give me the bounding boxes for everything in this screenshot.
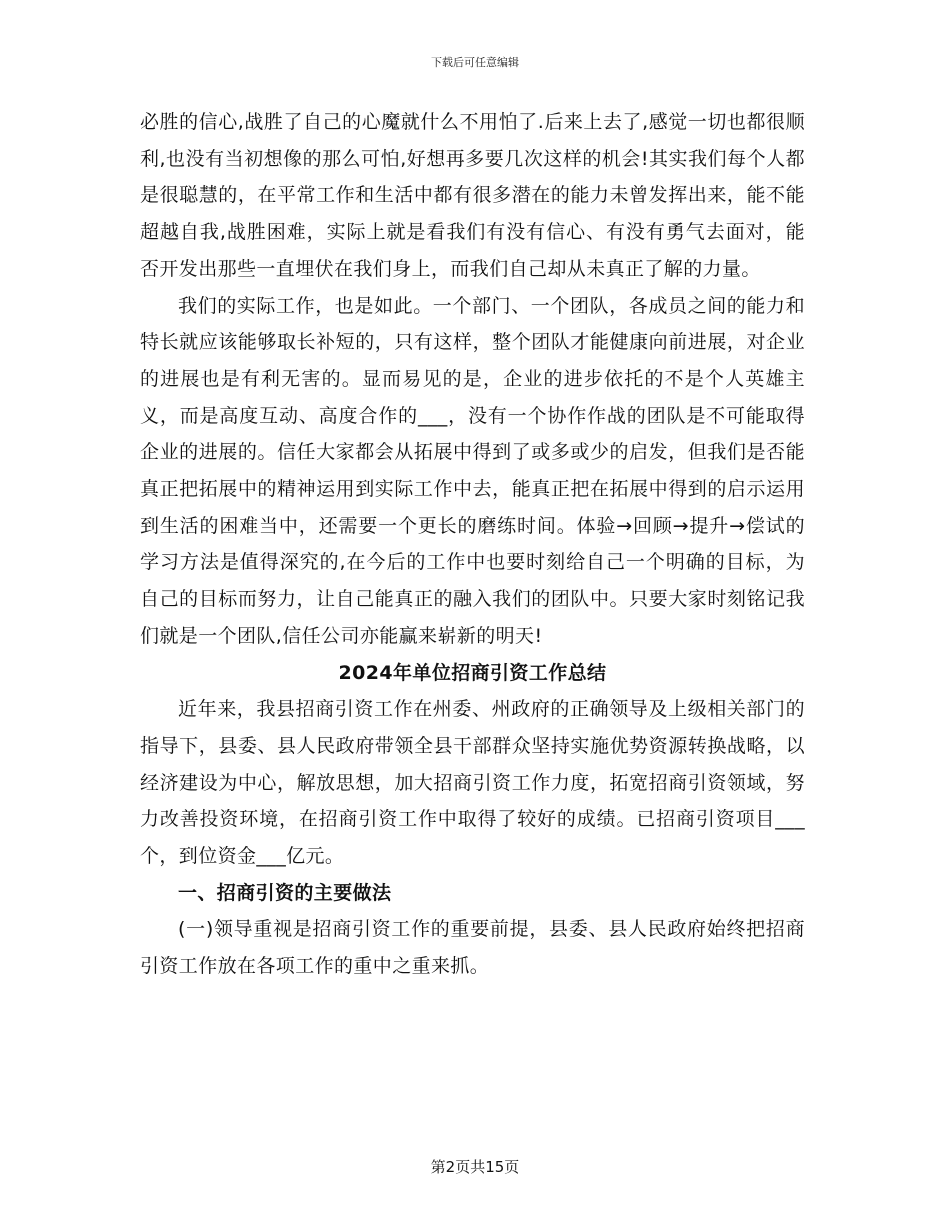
paragraph-continuation: 必胜的信心,战胜了自己的心魔就什么不用怕了.后来上去了,感觉一切也都很顺利,也没有当初想像的那么可怕,好想再多要几次这样的机会!其实我们每个人都是很聪慧的，在平常工作和生活中都有很多潜在的能力未曾发挥出来，能不能超越自我,战胜困难，实际上就是看我们有没有信心、有没有勇气去面对，能否开发出那些一直埋伏在我们身上，而我们自己却从未真正了解的力量。 [140,111,805,280]
page-footer: 第2页共15页 [430,1158,520,1176]
paragraph-teamwork: 我们的实际工作，也是如此。一个部门、一个团队，各成员之间的能力和特长就应该能够取长补短的，只有这样，整个团队才能健康向前进展，对企业的进展也是有利无害的。显而易见的是，企业的进步依托的不是个人英雄主义，而是高度互动、高度合作的___，没有一个协作作战的团队是不可能取得企业的进展的。信任大家都会从拓展中得到了或多或少的启发，但我们是否能真正把拓展中的精神运用到实际工作中去，能真正把在拓展中得到的启示运用到生活的困难当中，还需要一个更长的磨练时间。体验→回顾→提升→偿试的学习方法是值得深究的,在今后的工作中也要时刻给自己一个明确的目标，为自己的目标而努力，让自己能真正的融入我们的团队中。只要大家时刻铭记我们就是一个团队,信任公司亦能赢来崭新的明天! [140,294,805,647]
paragraph-intro: 近年来，我县招商引资工作在州委、州政府的正确领导及上级相关部门的指导下，县委、县人民政府带领全县干部群众坚持实施优势资源转换战略，以经济建设为中心，解放思想，加大招商引资工作力度，拓宽招商引资领域，努力改善投资环境，在招商引资工作中取得了较好的成绩。已招商引资项目___个，到位资金___亿元。 [140,698,805,868]
section-heading: 一、招商引资的主要做法 [178,881,392,904]
section-title: 2024年单位招商引资工作总结 [338,661,607,684]
page-header: 下载后可任意编辑 [431,56,519,69]
document-body [140,104,805,985]
paragraph-point-one: (一)领导重视是招商引资工作的重要前提，县委、县人民政府始终把招商引资工作放在各项工作的重中之重来抓。 [140,918,805,978]
